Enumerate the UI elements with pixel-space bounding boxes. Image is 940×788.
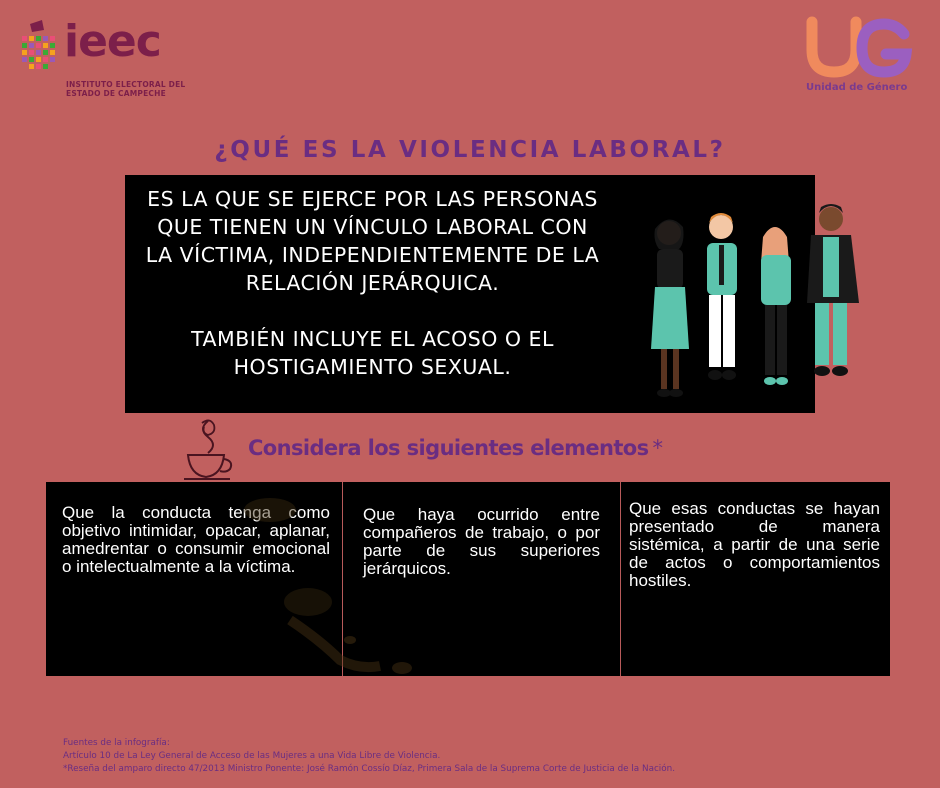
page-title: ¿QUÉ ES LA VIOLENCIA LABORAL? bbox=[214, 137, 726, 163]
ieec-subtitle bbox=[66, 80, 226, 98]
ug-caption: Unidad de Género bbox=[806, 82, 908, 93]
ug-logo-icon bbox=[800, 16, 920, 78]
section-subheading bbox=[248, 436, 662, 460]
coffee-cup-icon bbox=[180, 415, 240, 485]
element-card-1 bbox=[46, 482, 342, 676]
sources-line-2: *Reseña del amparo directo 47/2013 Ministro Ponente: José Ramón Cossío Díaz, Primera Sala de la Suprema Corte de Justicia de la Nación. bbox=[63, 764, 675, 774]
element-text-1: Que la conducta tenga como objetivo intimidar, opacar, aplanar, amedrentar o consumir emocional o intelectualmente a la víctima. bbox=[62, 503, 330, 576]
group-of-coworkers-illustration bbox=[635, 193, 875, 413]
sources-title: Fuentes de la infografía: bbox=[63, 738, 170, 748]
unidad-genero-logo bbox=[800, 16, 930, 102]
coworker-figure-4 bbox=[807, 204, 859, 376]
coworker-figure-1 bbox=[651, 219, 689, 397]
mosaic-logo-icon bbox=[20, 20, 56, 72]
ieec-subtitle-line1: INSTITUTO ELECTORAL DEL bbox=[66, 80, 186, 89]
element-text-2: Que haya ocurrido entre compañeros de trabajo, o por parte de sus superiores jerárquicos. bbox=[363, 505, 600, 578]
sources-footnote bbox=[63, 737, 675, 776]
element-card-2 bbox=[342, 482, 620, 676]
coworker-figure-2 bbox=[707, 213, 737, 380]
element-card-3 bbox=[620, 482, 890, 676]
ieec-wordmark: ieec bbox=[64, 16, 161, 67]
ieec-subtitle-line2: ESTADO DE CAMPECHE bbox=[66, 89, 166, 98]
elements-panel bbox=[46, 482, 890, 676]
element-text-3: Que esas conductas se hayan presentado de manera sistémica, a partir de una serie de actos o comportamientos hostiles. bbox=[629, 499, 880, 590]
ieec-logo bbox=[18, 16, 218, 106]
subheading-text: Considera los siguientes elementos bbox=[248, 436, 649, 460]
sources-line-1: Artículo 10 de La Ley General de Acceso de las Mujeres a una Vida Libre de Violencia. bbox=[63, 751, 441, 761]
definition-paragraph-1: ES LA QUE SE EJERCE POR LAS PERSONAS QUE TIENEN UN VÍNCULO LABORAL CON LA VÍCTIMA, INDEPENDIENTEMENTE DE LA RELACIÓN JERÁRQUICA. bbox=[145, 187, 600, 295]
subheading-marker: * bbox=[652, 436, 663, 460]
definition-text bbox=[145, 185, 600, 381]
definition-panel bbox=[125, 175, 815, 413]
definition-paragraph-2: TAMBIÉN INCLUYE EL ACOSO O EL HOSTIGAMIENTO SEXUAL. bbox=[191, 327, 554, 379]
coworker-figure-3 bbox=[761, 227, 791, 385]
